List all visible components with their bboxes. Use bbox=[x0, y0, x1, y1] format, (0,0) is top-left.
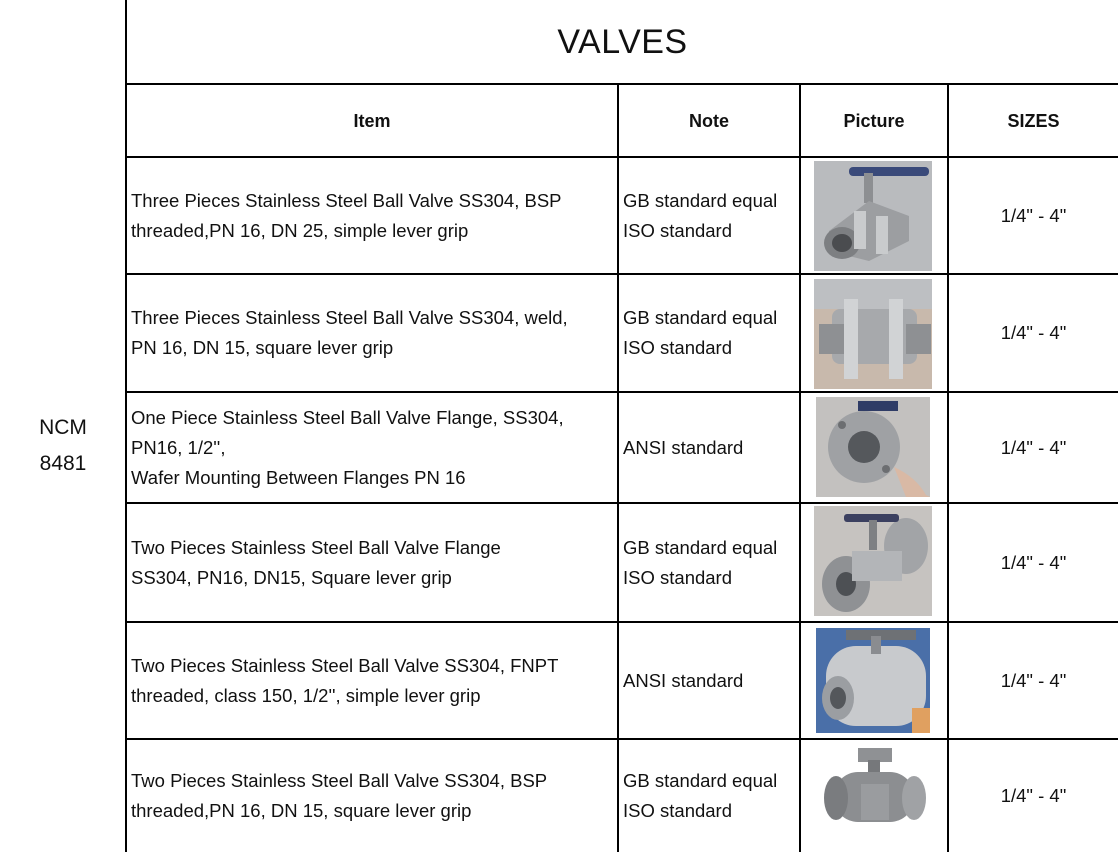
note-line: GB standard equal bbox=[623, 770, 778, 791]
note-line: ANSI standard bbox=[623, 669, 744, 691]
three-piece-threaded-valve-photo bbox=[814, 161, 932, 271]
two-piece-fnpt-valve-photo bbox=[816, 628, 930, 733]
item-cell bbox=[131, 158, 562, 273]
item-line: threaded, class 150, 1/2'', simple lever grip bbox=[131, 684, 481, 706]
note-cell bbox=[623, 275, 777, 391]
ncm-label: NCM bbox=[39, 416, 87, 439]
item-line: PN 16, DN 15, square lever grip bbox=[131, 337, 394, 358]
header-picture: Picture bbox=[843, 110, 905, 131]
valve-photo-graphic bbox=[814, 279, 932, 389]
sizes-cell: 1/4" - 4" bbox=[1000, 669, 1067, 691]
item-line: threaded,PN 16, DN 15, square lever grip bbox=[131, 800, 472, 821]
sizes-cell: 1/4" - 4" bbox=[1000, 322, 1067, 343]
note-line: ISO standard bbox=[623, 566, 733, 588]
sizes-cell: 1/4" - 4" bbox=[1000, 785, 1067, 806]
three-piece-weld-valve-photo bbox=[814, 279, 932, 389]
note-line: GB standard equal bbox=[623, 307, 778, 328]
sizes-cell: 1/4" - 4" bbox=[1000, 436, 1067, 458]
page-title: VALVES bbox=[557, 22, 688, 61]
item-line: threaded,PN 16, DN 25, simple lever grip bbox=[131, 219, 469, 241]
item-cell bbox=[131, 275, 568, 391]
item-line: PN16, 1/2'', bbox=[131, 436, 226, 458]
item-cell bbox=[131, 504, 501, 621]
item-line: SS304, PN16, DN15, Square lever grip bbox=[131, 566, 452, 588]
one-piece-wafer-valve-photo bbox=[816, 397, 930, 497]
note-cell bbox=[623, 623, 743, 738]
valve-photo-graphic bbox=[814, 161, 932, 271]
note-line: ISO standard bbox=[623, 800, 733, 821]
note-line: GB standard equal bbox=[623, 536, 778, 558]
note-line: ISO standard bbox=[623, 219, 733, 241]
item-line: Two Pieces Stainless Steel Ball Valve Flange bbox=[131, 536, 501, 558]
note-cell bbox=[623, 740, 777, 852]
header-note: Note bbox=[689, 110, 729, 131]
item-cell bbox=[131, 740, 547, 852]
valve-photo-graphic bbox=[814, 506, 932, 616]
two-piece-bsp-valve-photo bbox=[816, 744, 930, 840]
ncm-number: 8481 bbox=[39, 452, 87, 475]
item-cell bbox=[131, 393, 564, 502]
header-sizes: SIZES bbox=[1007, 110, 1060, 131]
valve-photo-graphic bbox=[816, 744, 930, 840]
item-line: Three Pieces Stainless Steel Ball Valve SS304, weld, bbox=[131, 307, 568, 328]
valve-photo-graphic bbox=[816, 397, 930, 497]
note-line: GB standard equal bbox=[623, 189, 778, 211]
valve-photo-graphic bbox=[816, 628, 930, 733]
note-cell bbox=[623, 393, 743, 502]
note-cell bbox=[623, 158, 777, 273]
column-divider bbox=[799, 85, 801, 852]
column-divider bbox=[617, 85, 619, 852]
sizes-cell: 1/4" - 4" bbox=[1000, 204, 1067, 226]
item-line: Two Pieces Stainless Steel Ball Valve SS304, BSP bbox=[131, 770, 548, 791]
note-line: ANSI standard bbox=[623, 436, 744, 458]
item-line: Three Pieces Stainless Steel Ball Valve SS304, BSP bbox=[131, 189, 562, 211]
item-line: One Piece Stainless Steel Ball Valve Flange, SS304, bbox=[131, 406, 564, 428]
header-item: Item bbox=[353, 110, 391, 131]
sizes-cell: 1/4" - 4" bbox=[1000, 551, 1067, 573]
item-line: Two Pieces Stainless Steel Ball Valve SS304, FNPT bbox=[131, 654, 559, 676]
item-line: Wafer Mounting Between Flanges PN 16 bbox=[131, 466, 466, 488]
item-cell bbox=[131, 623, 558, 738]
note-line: ISO standard bbox=[623, 337, 733, 358]
note-cell bbox=[623, 504, 777, 621]
two-piece-flange-valve-photo bbox=[814, 506, 932, 616]
ncm-code bbox=[0, 0, 126, 852]
